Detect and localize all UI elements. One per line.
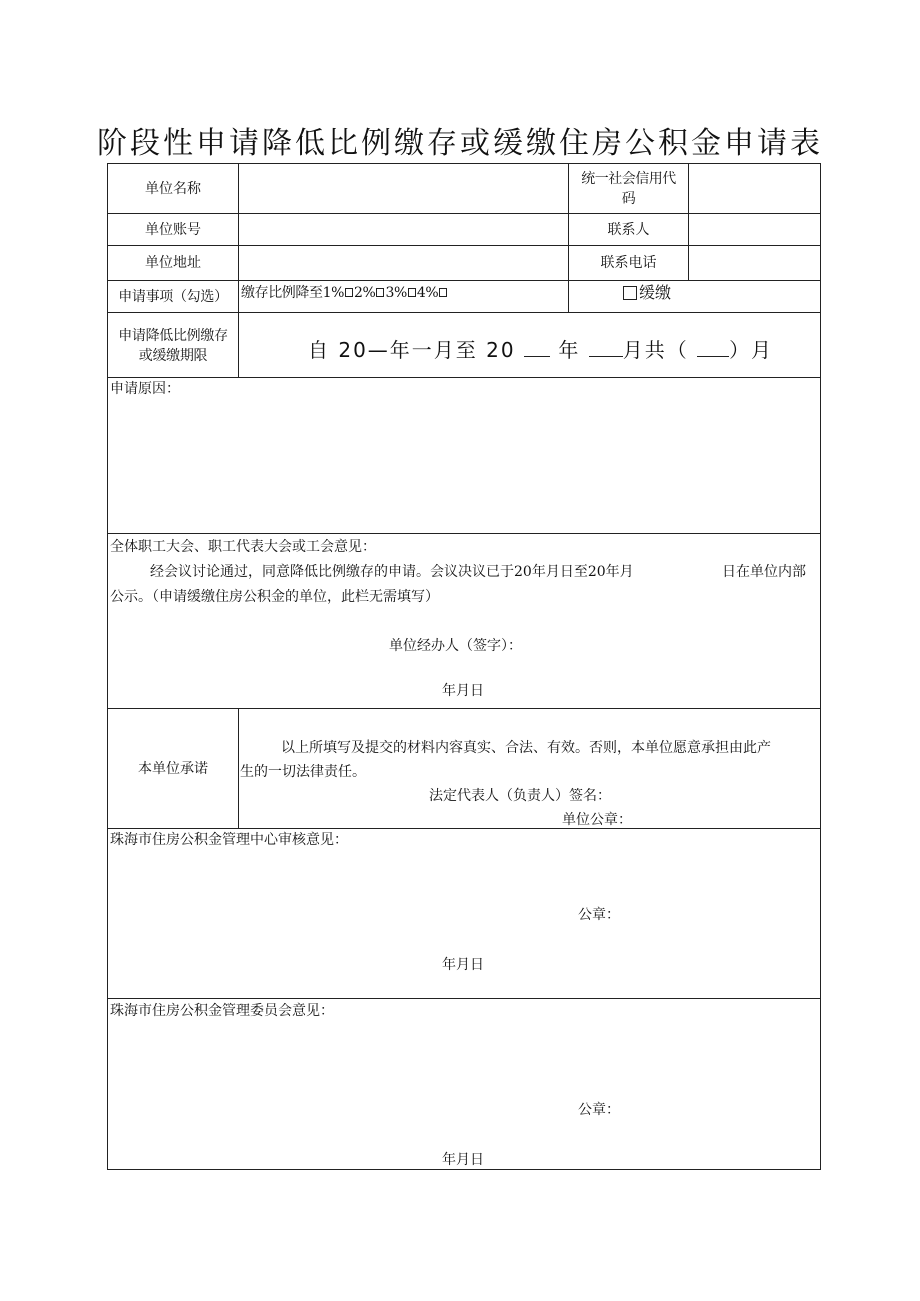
period-text [308, 334, 773, 363]
center-seal-label: 公章： [578, 907, 620, 923]
union-statement-line1-tail: 日在单位内部 [722, 564, 806, 580]
rate-3-label: 3% [385, 285, 407, 301]
rate-1-checkbox[interactable] [345, 288, 353, 297]
period-year-unit: 年 [558, 338, 581, 362]
union-date: 年月日 [442, 683, 484, 699]
form-title: 阶段性申请降低比例缴存或缓缴住房公积金申请表 [97, 126, 823, 161]
contact-field[interactable] [689, 214, 820, 245]
unit-name-field[interactable] [239, 164, 568, 213]
committee-date: 年月日 [442, 1152, 484, 1168]
period-from: 自 [308, 338, 330, 362]
total-months-blank[interactable] [697, 338, 729, 357]
commitment-line2: 生的一切法律责任。 [240, 764, 366, 780]
center-date: 年月日 [442, 957, 484, 973]
credit-code-label: 统一社会信用代码 [581, 170, 676, 207]
union-statement-line2: 公示。（申请缓缴住房公积金的单位，此栏无需填写） [110, 589, 439, 605]
rate-2-label: 2% [354, 285, 376, 301]
unit-seal-label: 单位公章： [562, 812, 632, 828]
reason-field[interactable] [109, 402, 819, 530]
form-table [107, 163, 821, 1170]
period-total: 月共（ [622, 338, 689, 362]
end-month-blank[interactable] [589, 338, 623, 357]
committee-seal-label: 公章： [578, 1102, 620, 1118]
commitment-label: 本单位承诺 [138, 760, 208, 777]
rate-2-checkbox[interactable] [376, 288, 384, 297]
reduce-rate-prefix: 缴存比例降至 [241, 285, 323, 301]
period-months-unit: ）月 [729, 338, 774, 362]
legal-rep-signature-label: 法定代表人（负责人）签名： [429, 788, 611, 804]
union-opinion-label: 全体职工大会、职工代表大会或工会意见： [110, 539, 376, 555]
reason-label: 申请原因： [110, 381, 180, 397]
rate-4-label: 4% [416, 285, 439, 301]
unit-name-label: 单位名称 [145, 180, 201, 197]
rate-4-checkbox[interactable] [439, 288, 447, 297]
reduce-rate-options [241, 283, 448, 303]
commitment-line1: 以上所填写及提交的材料内容真实、合法、有效。否则，本单位愿意承担由此产 [281, 740, 771, 756]
period-label: 申请降低比例缴存或缓缴期限 [118, 327, 228, 364]
contact-label: 联系人 [607, 221, 650, 238]
unit-address-label: 单位地址 [145, 255, 201, 271]
rate-1-label: 1% [322, 285, 345, 301]
unit-address-field[interactable] [239, 246, 568, 280]
center-opinion-label: 珠海市住房公积金管理中心审核意见： [110, 832, 348, 848]
apply-item-label: 申请事项（勾选） [118, 288, 228, 305]
union-statement-line1: 经会议讨论通过，同意降低比例缴存的申请。会议决议已于20年月日至20年月 [150, 564, 634, 580]
defer-checkbox[interactable] [623, 286, 637, 300]
defer-label: 缓缴 [639, 283, 672, 302]
period-start: 20—年一月至 [338, 338, 478, 362]
committee-opinion-label: 珠海市住房公积金管理委员会意见： [110, 1003, 334, 1019]
defer-option [623, 283, 671, 303]
period-end-year-prefix: 20 [486, 338, 516, 362]
contact-phone-label: 联系电话 [600, 255, 657, 271]
rate-3-checkbox[interactable] [408, 288, 416, 297]
contact-phone-field[interactable] [689, 246, 820, 280]
unit-account-field[interactable] [239, 214, 568, 245]
credit-code-field[interactable] [689, 164, 820, 213]
handler-signature-label: 单位经办人（签字）： [389, 638, 522, 654]
unit-account-label: 单位账号 [145, 221, 201, 238]
end-year-blank[interactable] [524, 338, 550, 357]
